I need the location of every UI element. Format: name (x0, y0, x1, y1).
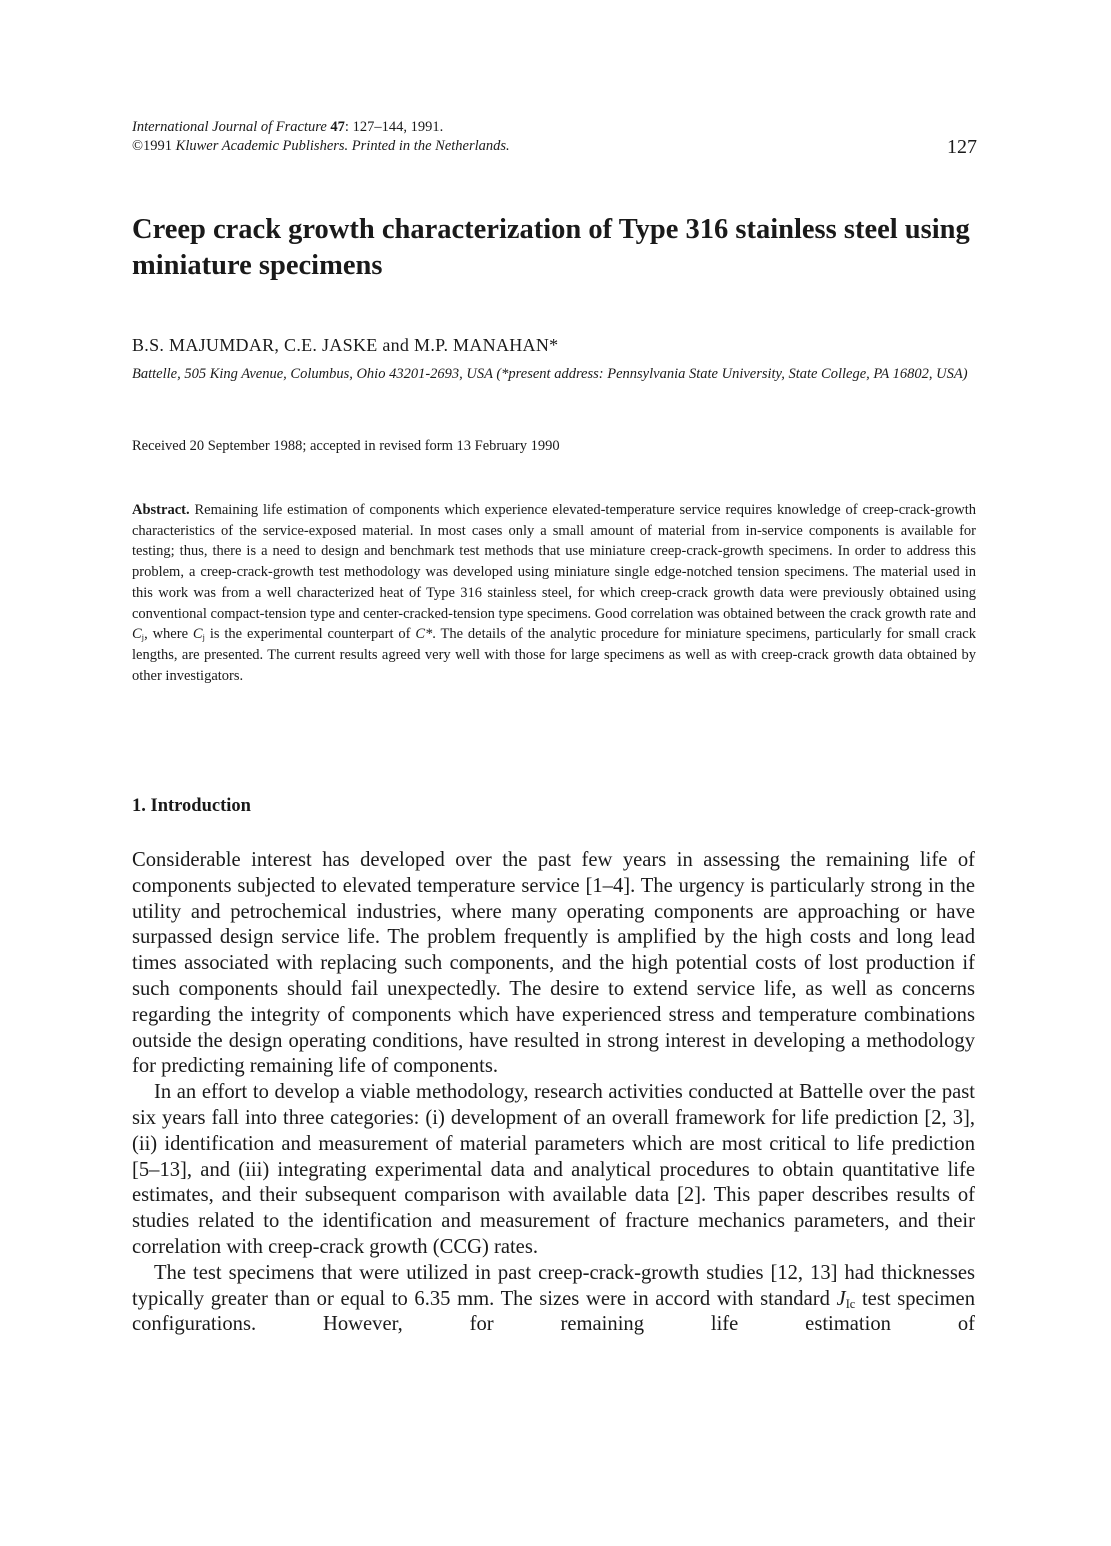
journal-line-2 (132, 137, 510, 156)
paragraph-1: Considerable interest has developed over the past few years in assessing the remaining life of components subjected to elevated temperature service [1–4]. The urgency is particularly strong in the utility and petrochemical industries, where many operating components are approaching or have surpassed design service life. The problem frequently is amplified by the high costs and long lead times associated with replacing such components, and the high potential costs of lost production if such components should fail unexpectedly. The desire to extend service life, as well as concerns regarding the integrity of components which have experienced stress and temperature combinations outside the design operating conditions, have resulted in strong interest in developing a methodology for predicting remaining life of components. (132, 849, 975, 1078)
paragraph-2: In an effort to develop a viable methodology, research activities conducted at Battelle over the past six years fall into three categories: (i) development of an overall framework for life prediction [2, 3], (ii) identification and measurement of material parameters which are most critical to life prediction [5–13], and (iii) integrating experimental data and analytical procedures to obtain quantitative life estimates, and their subsequent comparison with available data [2]. This paper describes results of studies related to the identification and measurement of fracture mechanics parameters, and their correlation with creep-crack growth (CCG) rates. (132, 1081, 975, 1258)
journal-pages-year: : 127–144, 1991. (344, 119, 444, 135)
paragraph-3-text-2: test specimen configurations. However, for remaining life estimation of (132, 1287, 975, 1336)
cj-symbol-2: C (192, 626, 203, 643)
jic-subscript: Ic (845, 1296, 856, 1311)
cj-symbol: C (132, 626, 142, 643)
copyright-year: 1991 (143, 138, 176, 154)
abstract (132, 500, 976, 686)
paragraph-3-text-1: The test specimens that were utilized in past creep-crack-growth studies [12, 13] had thicknesses typically greater than or equal to 6.35 mm. The sizes were in accord with standard (132, 1261, 975, 1310)
publisher-line: Kluwer Academic Publishers. Printed in the Netherlands. (175, 138, 510, 154)
abstract-text-3: is the experimental counterpart of (204, 626, 416, 643)
journal-volume: 47 (330, 119, 345, 135)
abstract-text-2: , where (144, 626, 193, 643)
paragraph-3 (132, 1261, 975, 1338)
introduction-body (132, 848, 975, 1338)
received-dates: Received 20 September 1988; accepted in revised form 13 February 1990 (132, 438, 560, 454)
journal-name: International Journal of Fracture (132, 119, 327, 135)
abstract-text-4: . The details of the analytic procedure for miniature specimens, particularly for small crack lengths, are presented. The current results agreed very well with those for large specimens as well as with creep-crack growth data obtained by other investigators. (132, 626, 976, 684)
cj-subscript: j (141, 632, 145, 643)
author-affiliation: Battelle, 505 King Avenue, Columbus, Ohio 43201-2693, USA (*present address: Pennsylvania State University, State College, PA 16802, USA) (132, 366, 968, 382)
cstar-symbol: C* (415, 626, 433, 643)
jic-symbol: J (836, 1287, 846, 1310)
copyright-symbol: © (132, 138, 144, 154)
journal-line-1 (132, 118, 510, 137)
cj-subscript-2: j (202, 632, 205, 643)
paper-title: Creep crack growth characterization of Type 316 stainless steel using miniature specimens (132, 214, 970, 281)
page-number: 127 (947, 136, 977, 158)
journal-citation (132, 118, 510, 156)
abstract-label: Abstract. (132, 502, 190, 518)
author-list: B.S. MAJUMDAR, C.E. JASKE and M.P. MANAHAN* (132, 335, 559, 355)
section-heading-introduction: 1. Introduction (132, 796, 251, 816)
abstract-text-1: Remaining life estimation of components which experience elevated-temperature service requires knowledge of creep-crack-growth characteristics of the service-exposed material. In most cases only a small amount of material from in-service components is available for testing; thus, there is a need to design and benchmark test methods that use miniature creep-crack-growth specimens. In order to address this problem, a creep-crack-growth test methodology was developed using miniature single edge-notched tension specimens. The material used in this work was from a well characterized heat of Type 316 stainless steel, for which creep-crack growth data were previously obtained using conventional compact-tension type and center-cracked-tension type specimens. Good correlation was obtained between the crack growth rate and (132, 502, 977, 622)
